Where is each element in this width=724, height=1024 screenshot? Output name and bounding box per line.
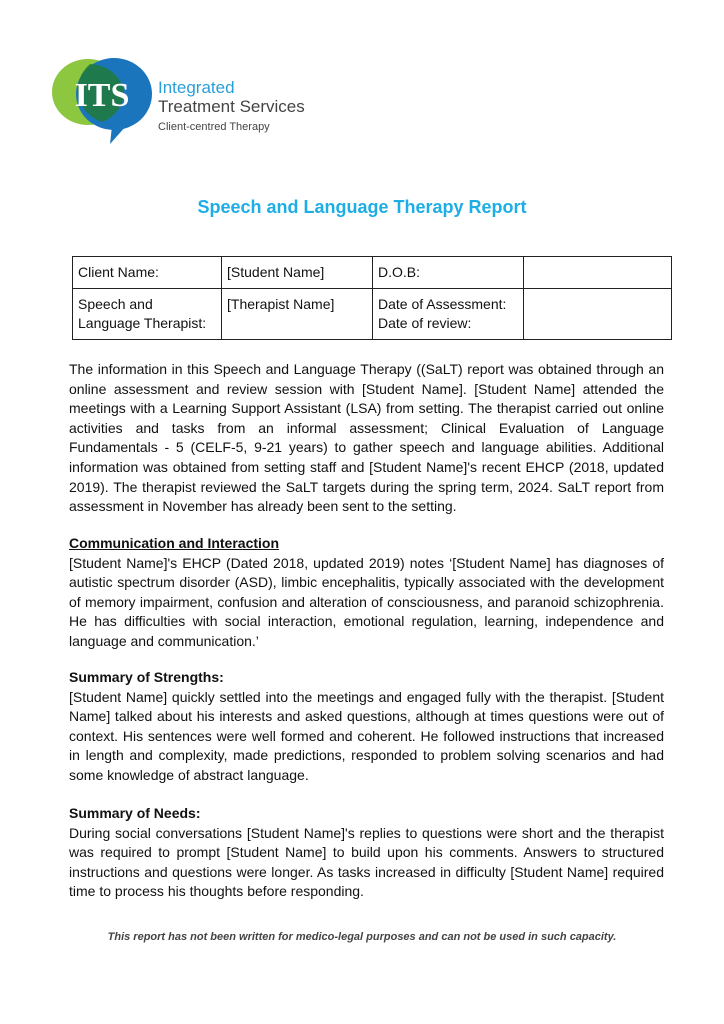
section-body: During social conversations [Student Name]'s replies to questions were short and the therapist was required to prompt [Student Name] to build upon his comments. Answers to structured instructions and questions were longer. As tasks increased in difficulty [Student Name] required time to process his thoughts before responding. [69, 824, 664, 900]
dates-value [524, 289, 672, 340]
svg-text:ITS: ITS [74, 77, 130, 114]
table-row [73, 257, 672, 289]
speech-bubble-logo-icon [50, 56, 154, 148]
section-needs [69, 804, 664, 902]
date-of-review-label: Date of review: [378, 315, 472, 331]
disclaimer-footer: This report has not been written for medico-legal purposes and can not be used in such capacity. [107, 931, 617, 943]
dob-label: D.O.B: [373, 257, 524, 289]
client-name-label: Client Name: [73, 257, 222, 289]
section-heading: Summary of Needs: [69, 805, 201, 821]
logo-line-integrated: Integrated [158, 78, 235, 97]
section-strengths [69, 668, 664, 786]
client-info-table [72, 256, 672, 340]
intro-paragraph: The information in this Speech and Language Therapy ((SaLT) report was obtained through an online assessment and review session with [Student Name]. [Student Name] attended the meetings with a Learning Support Assistant (LSA) from setting. The therapist carried out online activities and tasks from an informal assessment; Clinical Evaluation of Language Fundamentals - 5 (CELF-5, 9-21 years) to gather speech and language abilities. Additional information was obtained from setting staff and [Student Name]'s recent EHCP (2018, updated 2019). The therapist reviewed the SaLT targets during the spring term, 2024. SaLT report from assessment in November has already been sent to the setting. [69, 361, 664, 515]
dob-value [524, 257, 672, 289]
section-communication [69, 534, 664, 652]
dates-label [373, 289, 524, 340]
logo-tagline: Client-centred Therapy [158, 121, 270, 133]
therapist-value: [Therapist Name] [222, 289, 373, 340]
report-title: Speech and Language Therapy Report [197, 197, 527, 217]
logo-line-treatment-services: Treatment Services [158, 97, 305, 116]
table-row [73, 289, 672, 340]
section-body: [Student Name] quickly settled into the meetings and engaged fully with the therapist. [Student Name] talked about his interests and asked questions, although at times questions were out of context. His sentences were well formed and coherent. He followed instructions that increased in length and complexity, made predictions, responded to problem solving scenarios and had some knowledge of abstract language. [69, 688, 664, 783]
date-of-assessment-label: Date of Assessment: [378, 296, 507, 312]
client-name-value: [Student Name] [222, 257, 373, 289]
therapist-label: Speech and Language Therapist: [73, 289, 222, 340]
section-heading: Summary of Strengths: [69, 669, 224, 685]
section-heading: Communication and Interaction [69, 535, 280, 551]
its-logo [50, 56, 330, 146]
section-body: [Student Name]'s EHCP (Dated 2018, updated 2019) notes ‘[Student Name] has diagnoses of autistic spectrum disorder (ASD), limbic encephalitis, typically associated with the development of memory impairment, confusion and alteration of consciousness, and paranoid schizophrenia. He has difficulties with social interaction, emotional regulation, learning, independence and language and communication.’ [69, 554, 664, 649]
